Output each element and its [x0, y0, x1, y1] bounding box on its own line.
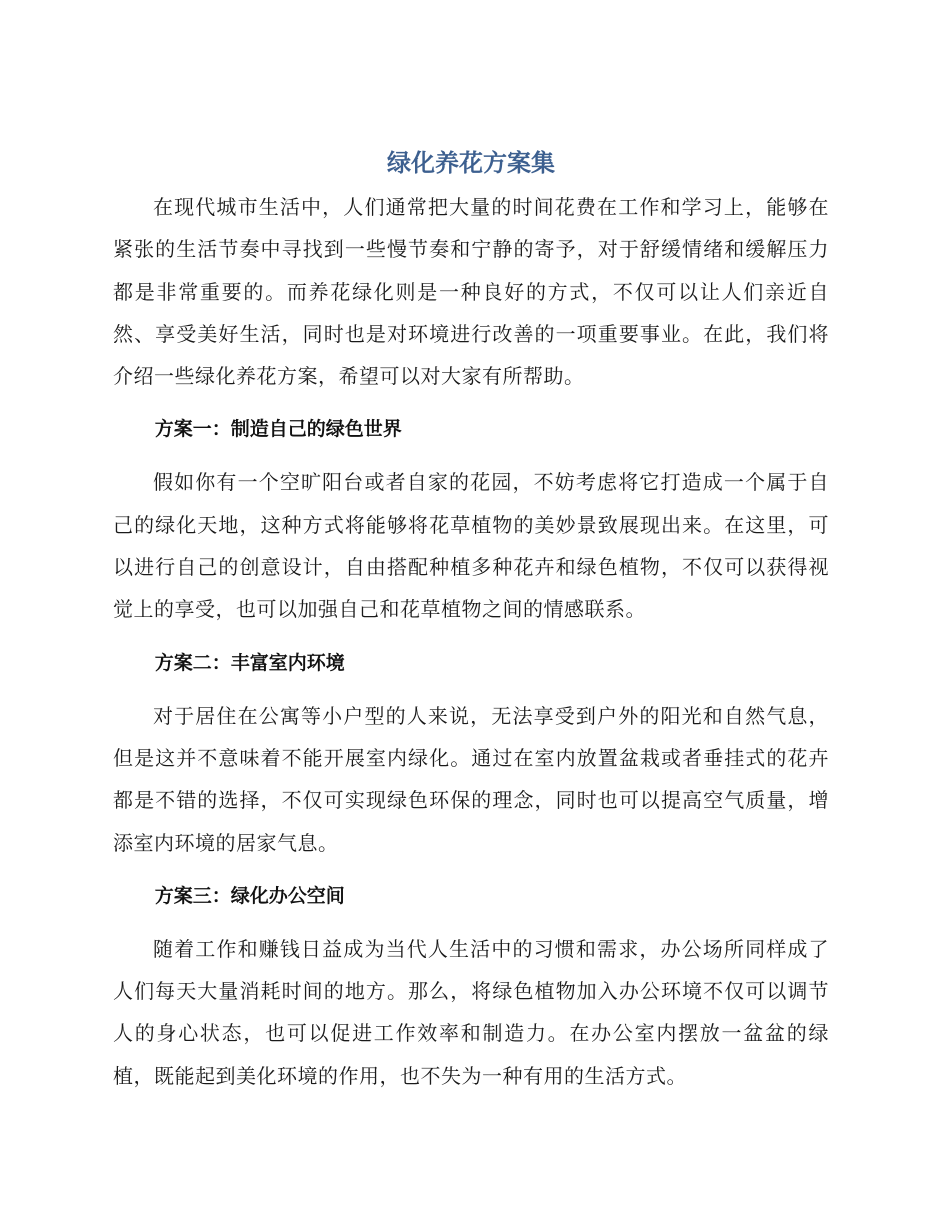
section-3-heading: 方案三：绿化办公空间: [154, 884, 345, 907]
section-2-body: 对于居住在公寓等小户型的人来说，无法享受到户外的阳光和自然气息，但是这并不意味着不能开展室内绿化。通过在室内放置盆栽或者垂挂式的花卉都是不错的选择，不仅可实现绿色环保的理念，同时也可以提高空气质量，增添室内环境的居家气息。: [113, 703, 829, 855]
intro-paragraph: 在现代城市生活中，人们通常把大量的时间花费在工作和学习上，能够在紧张的生活节奏中寻找到一些慢节奏和宁静的寄予，对于舒缓情绪和缓解压力都是非常重要的。而养花绿化则是一种良好的方式，不仅可以让人们亲近自然、享受美好生活，同时也是对环境进行改善的一项重要事业。在此，我们将介绍一些绿化养花方案，希望可以对大家有所帮助。: [113, 195, 829, 389]
section-2: [113, 631, 829, 864]
section-1-heading: 方案一：制造自己的绿色世界: [154, 418, 402, 441]
document-page: [113, 140, 829, 1097]
section-1-body: 假如你有一个空旷阳台或者自家的花园，不妨考虑将它打造成一个属于自己的绿化天地，这种方式将能够将花草植物的美妙景致展现出来。在这里，可以进行自己的创意设计，自由搭配种植多种花卉和绿色植物，不仅可以获得视觉上的享受，也可以加强自己和花草植物之间的情感联系。: [113, 470, 829, 622]
section-2-heading: 方案二：丰富室内环境: [154, 651, 345, 674]
section-3-body: 随着工作和赚钱日益成为当代人生活中的习惯和需求，办公场所同样成了人们每天大量消耗时间的地方。那么，将绿色植物加入办公环境不仅可以调节人的身心状态，也可以促进工作效率和制造力。在办公室内摆放一盆盆的绿植，既能起到美化环境的作用，也不失为一种有用的生活方式。: [113, 936, 829, 1088]
document-title: 绿化养花方案集: [387, 149, 555, 177]
section-1: [113, 397, 829, 630]
section-3: [113, 864, 829, 1097]
